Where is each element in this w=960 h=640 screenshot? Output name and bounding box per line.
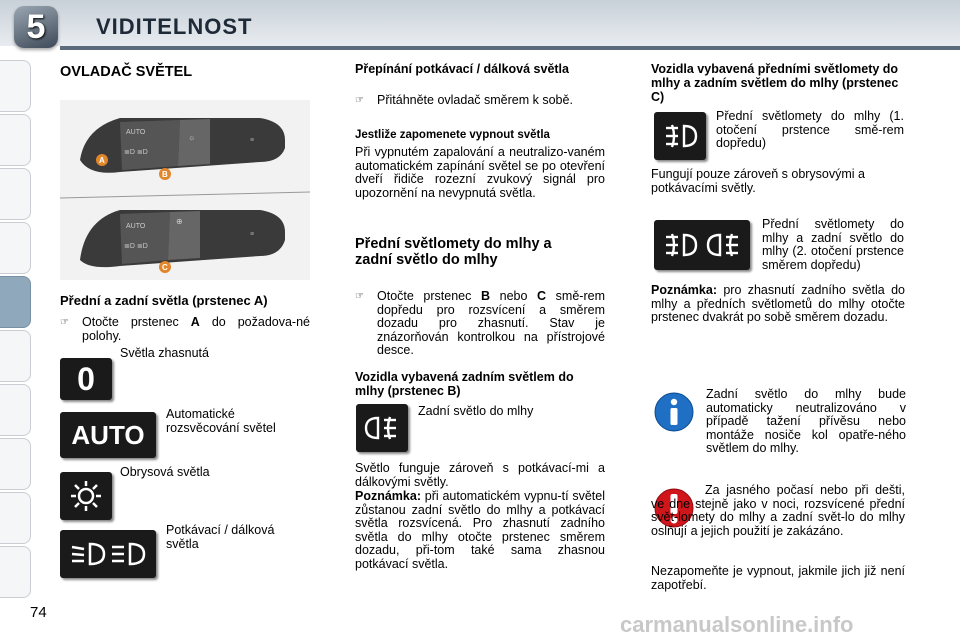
rear-fog-text: Světlo funguje zároveň s potkávací-mi a dálkovými světly. <box>355 461 605 489</box>
front-fog-light-icon <box>654 112 706 160</box>
rear-fog-note: Poznámka: při automatickém vypnu-tí světel zůstanou zadní světlo do mlhy a potkávací světla rozsvícená. Pro zhasnutí zadního světla do mlhy otočte prstenec směrem dozadu, při-tom také sama zhasnou potkávací světla. <box>355 489 605 571</box>
chapter-tab[interactable] <box>0 60 31 112</box>
chapter-tab[interactable] <box>0 492 31 544</box>
headlight-icon <box>60 530 156 578</box>
page-number: 74 <box>30 604 47 621</box>
chapter-tab-active[interactable] <box>0 276 31 328</box>
fog-lights-title: Přední světlomety do mlhy a zadní světlo do mlhy <box>355 236 552 268</box>
switch-beam-instruction: ☞ Přitáhněte ovladač směrem k sobě. <box>355 93 573 107</box>
svg-text:AUTO: AUTO <box>126 223 146 230</box>
svg-text:≡: ≡ <box>250 137 255 144</box>
forgotten-lights-heading: Jestliže zapomenete vypnout světla <box>355 129 550 141</box>
section-title-lights: OVLADAČ SVĚTEL <box>60 64 193 80</box>
svg-text:≣D ≣D: ≣D ≣D <box>124 243 148 250</box>
rear-fog-heading: Vozidla vybavená zadním světlem do mlhy (prstenec B) <box>355 370 574 398</box>
svg-text:⊕: ⊕ <box>176 217 183 226</box>
chapter-tab[interactable] <box>0 222 31 274</box>
chapter-badge <box>14 6 58 48</box>
warning-text-2: Nezapomeňte je vypnout, jakmile jich již není zapotřebí. <box>651 564 905 592</box>
chapter-tab[interactable] <box>0 114 31 166</box>
front-fog-note: Poznámka: pro zhasnutí zadního světla do mlhy a předních světlometů do mlhy otočte prstenec dvakrát po sobě směrem dozadu. <box>651 283 905 324</box>
forgotten-lights-text: Při vypnutém zapalování a neutralizo-vaném automatickém zapínání světel se po otevření dveří řidiče rozezní zvukový signál pro upozornění na nevypnutá světla. <box>355 145 605 200</box>
auto-lights-icon: AUTO <box>60 412 156 458</box>
lights-off-label: Světla zhasnutá <box>120 346 209 360</box>
lights-off-icon: 0 <box>60 358 112 400</box>
page-title: VIDITELNOST <box>96 14 253 39</box>
ring-a-heading: Přední a zadní světla (prstenec A) <box>60 293 268 308</box>
fog-ring-instruction: ☞ Otočte prstenec B nebo C smě-rem dopředu pro rozsvícení a směrem dozadu pro zhasnutí. Stav je znázorňován kontrolkou na přístrojové desce. <box>355 289 605 357</box>
svg-text:☼: ☼ <box>188 133 196 142</box>
auto-lights-label: Automatické rozsvěcování světel <box>166 407 276 435</box>
svg-text:AUTO: AUTO <box>126 129 146 136</box>
watermark: carmanualsonline.info <box>620 612 854 637</box>
bullet-icon: ☞ <box>355 95 364 106</box>
rear-fog-light-icon <box>356 404 408 452</box>
chapter-tab[interactable] <box>0 546 31 598</box>
chapter-tab[interactable] <box>0 384 31 436</box>
chapter-number: 5 <box>26 7 46 46</box>
info-note-text: Zadní světlo do mlhy bude automaticky neutralizováno v případě tažení přívěsu nebo montáže nosiče kol opatře-ného světlem do mlhy. <box>706 387 906 455</box>
svg-text:≡: ≡ <box>250 231 255 238</box>
light-stalk-illustration <box>60 100 310 280</box>
ring-a-instruction: ☞ Otočte prstenec A do požadova-né polohy. <box>60 315 310 343</box>
chapter-tab[interactable] <box>0 168 31 220</box>
front-fog-text: Fungují pouze zároveň s obrysovými a potkávacími světly. <box>651 167 865 195</box>
chapter-tab[interactable] <box>0 438 31 490</box>
bullet-icon: ☞ <box>355 291 364 302</box>
bullet-icon: ☞ <box>60 317 69 328</box>
ring-a-label: A <box>99 156 105 165</box>
chapter-tab[interactable] <box>0 330 31 382</box>
ring-b-label: B <box>162 170 168 179</box>
rear-fog-label: Zadní světlo do mlhy <box>418 404 534 418</box>
svg-text:≣D ≣D: ≣D ≣D <box>124 149 148 156</box>
front-fog-heading: Vozidla vybavená předními světlomety do mlhy a zadním světlem do mlhy (prstenec C) <box>651 62 899 104</box>
front-rear-fog-light-icon <box>654 220 750 270</box>
chapter-tabs <box>0 52 36 592</box>
parking-lights-label: Obrysová světla <box>120 465 210 479</box>
front-fog-label: Přední světlomety do mlhy (1. otočení prstence smě-rem dopředu) <box>716 109 904 150</box>
header-divider <box>60 46 960 50</box>
headlights-label: Potkávací / dálková světla <box>166 523 275 551</box>
ring-c-label: C <box>162 263 168 272</box>
front-rear-fog-label: Přední světlomety do mlhy a zadní světlo do mlhy (2. otočení prstence směrem dopředu) <box>762 217 904 272</box>
parking-light-icon <box>60 472 112 520</box>
switch-beam-heading: Přepínání potkávací / dálková světla <box>355 62 569 76</box>
warning-text: Za jasného počasí nebo při dešti, ve dne stejně jako v noci, rozsvícené přední svět-lomety do mlhy a zadní svět-lo do mlhy oslňují a jejich použití je zakázáno. <box>651 483 905 538</box>
info-icon <box>654 390 694 434</box>
